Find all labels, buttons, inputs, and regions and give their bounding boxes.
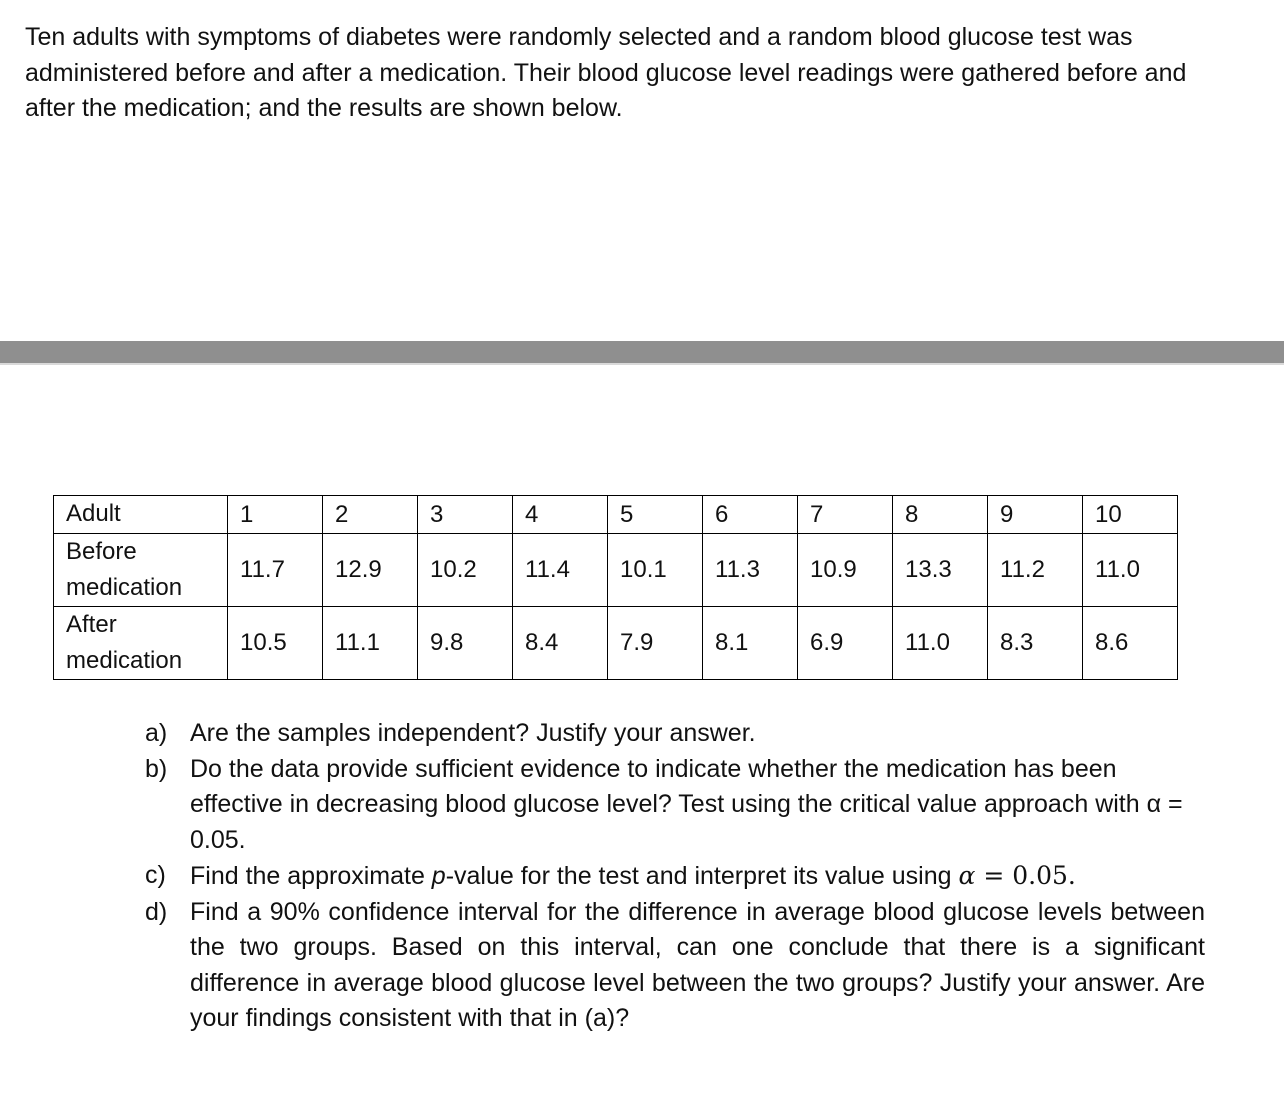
table-row-after [54,607,1178,680]
alpha-value: 0.05. [1012,861,1076,890]
adult-number: 4 [513,496,608,534]
row-label-adult: Adult [54,496,228,534]
question-c-text [190,858,1205,895]
question-a [145,716,1205,752]
divider-bar [0,341,1284,365]
question-list [145,716,1205,1037]
row-label-after [54,607,228,680]
after-value: 9.8 [418,607,513,680]
adult-number: 6 [703,496,798,534]
row-label-after-line1: After [66,611,117,638]
after-value: 7.9 [608,607,703,680]
before-value: 10.2 [418,534,513,607]
row-label-before-line1: Before [66,538,137,565]
after-value: 8.1 [703,607,798,680]
alpha-expression: α = [958,861,1013,890]
adult-number: 10 [1083,496,1178,534]
table-row-before [54,534,1178,607]
adult-number: 5 [608,496,703,534]
after-value: 6.9 [798,607,893,680]
after-value: 11.1 [323,607,418,680]
question-d [145,895,1205,1037]
after-value: 8.6 [1083,607,1178,680]
adult-number: 7 [798,496,893,534]
before-value: 11.3 [703,534,798,607]
before-value: 12.9 [323,534,418,607]
adult-number: 3 [418,496,513,534]
before-value: 10.1 [608,534,703,607]
before-value: 13.3 [893,534,988,607]
adult-number: 9 [988,496,1083,534]
question-d-letter: d) [145,897,168,926]
adult-number: 1 [228,496,323,534]
row-label-before-line2: medication [66,574,183,601]
table-row-adult [54,496,1178,534]
question-c-text-middle: -value for the test and interpret its value using [445,862,959,890]
glucose-table [53,495,1178,680]
after-value: 8.3 [988,607,1083,680]
after-value: 8.4 [513,607,608,680]
before-value: 11.2 [988,534,1083,607]
before-value: 10.9 [798,534,893,607]
question-b-text: Do the data provide sufficient evidence to indicate whether the medication has been effective in decreasing blood glucose level? Test using the critical value approach with α = 0.05. [190,754,1183,854]
intro-paragraph: Ten adults with symptoms of diabetes were randomly selected and a random blood glucose test was administered before and after a medication. Their blood glucose level readings were gathered before and after the medication; and the results are shown below. [25,23,1187,122]
question-d-text: Find a 90% confidence interval for the difference in average blood glucose levels between the two groups. Based on this interval, can one conclude that there is a significant difference in average blood glucose level between the two groups? Justify your answer. Are your findings consistent with that in (a)? [190,897,1205,1032]
before-value: 11.4 [513,534,608,607]
question-a-letter: a) [145,719,168,747]
adult-number: 8 [893,496,988,534]
adult-number: 2 [323,496,418,534]
before-value: 11.7 [228,534,323,607]
question-a-text: Are the samples independent? Justify your answer. [190,719,756,747]
question-b-letter: b) [145,754,168,783]
question-c [145,858,1205,895]
after-value: 11.0 [893,607,988,680]
question-b [145,752,1205,859]
p-symbol: p [431,862,446,890]
before-value: 11.0 [1083,534,1178,607]
after-value: 10.5 [228,607,323,680]
row-label-after-line2: medication [66,647,183,674]
question-c-letter: c) [145,861,166,889]
row-label-before [54,534,228,607]
question-c-text-start: Find the approximate [190,862,432,890]
